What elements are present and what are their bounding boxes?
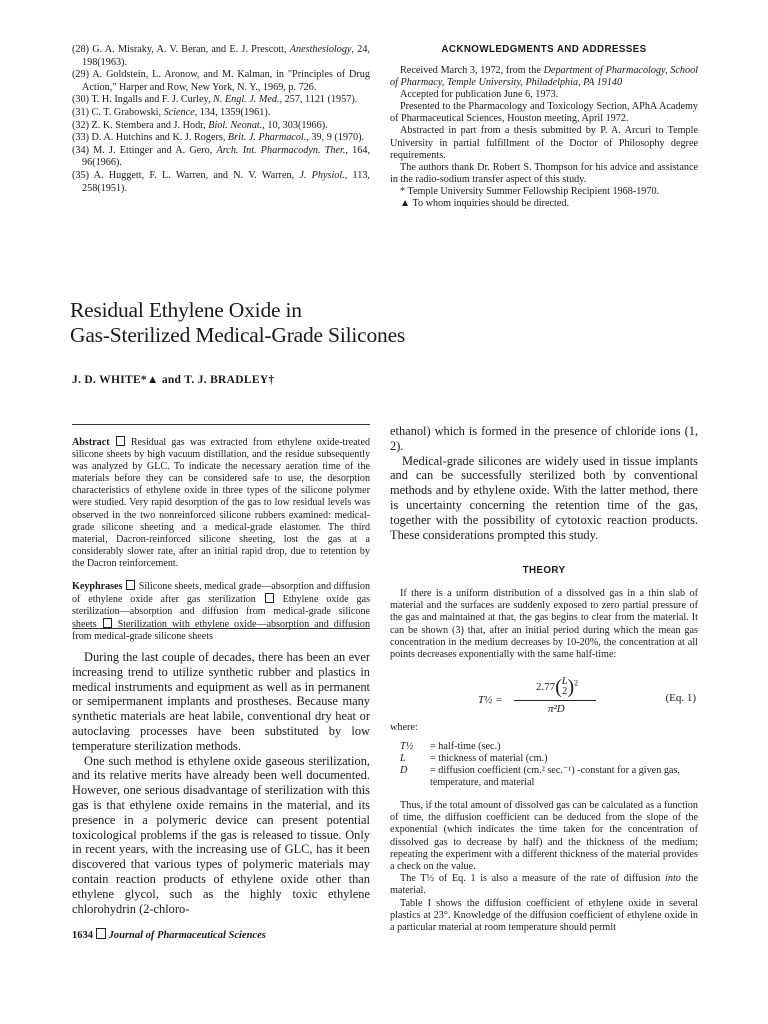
received-line: Received March 3, 1972, from the Department of Pharmacology, School of Pharmacy, Temple University, Philadelphia, PA 19140	[390, 65, 698, 89]
page-number: 1634	[72, 930, 93, 941]
square-bullet-icon	[265, 593, 274, 603]
keyphrases-label: Keyphrases	[72, 581, 123, 593]
intro-paragraph-1: During the last couple of decades, there has been an ever increasing trend to utilize synthetic rubber and plastics in medical instruments and equipment as well as in permanent or semipermanent implants and prostheses. Because many synthetic materials are heat labile, conventional dry heat or autoclaving processes have been substituted by low temperature sterilization methods.	[72, 650, 370, 753]
abstracted-line: Abstracted in part from a thesis submitted by P. A. Arcuri to Temple University in partial fulfillment of the Doctor of Philosophy degree requirements.	[390, 125, 698, 161]
theory-paragraph-4: Table I shows the diffusion coefficient of ethylene oxide in several plastics at 23°. Knowledge of the diffusion coefficient of ethylene oxide in a particular material at room temperature should permit	[390, 897, 698, 934]
authors-line: J. D. WHITE*▲ and T. J. BRADLEY†	[72, 374, 275, 386]
theory-text	[390, 588, 698, 661]
journal-name: Journal of Pharmaceutical Sciences	[108, 930, 266, 941]
references-list	[72, 44, 370, 195]
page-footer	[72, 928, 266, 941]
equation-lhs: T½ =	[478, 694, 503, 706]
fellowship-footnote: * Temple University Summer Fellowship Recipient 1968-1970.	[400, 185, 660, 197]
theory-text-continued	[390, 800, 698, 934]
abstract-rule-bottom	[72, 628, 370, 629]
where-block	[390, 722, 698, 789]
inquiries-footnote: ▲ To whom inquiries should be directed.	[400, 198, 570, 210]
keyphrases-paragraph: Keyphrases Silicone sheets, medical grade—absorption and diffusion of ethylene oxide after gas sterilization Ethylene oxide gas sterilization—absorption and diffusion from medical-grade silicone sheets Sterilization with ethylene oxide—absorption and diffusion from medical-grade silicone sheets	[72, 581, 371, 643]
theory-paragraph-1: If there is a uniform distribution of a dissolved gas in a thin slab of material and the surfaces are suddenly exposed to zero partial pressure of the gas and maintained at that, the gas begins to clear from the material. It can be shown (3) that, after an initial period during which the mean gas concentration in the medium decreases by 10-20%, the concentration at all points decreases exponentially with the same half-time:	[390, 588, 698, 661]
title-line-1: Residual Ethylene Oxide in	[70, 298, 302, 322]
definition-diffusion: D = diffusion coefficient (cm.² sec.⁻¹) -constant for a given gas, temperature, and material	[400, 765, 680, 788]
reference-30: (30) T. H. Ingalls and F. J. Curley, N. Engl. J. Med., 257, 1121 (1957).	[72, 94, 358, 106]
square-bullet-icon	[126, 580, 135, 590]
theory-paragraph-3: The T½ of Eq. 1 is also a measure of the rate of diffusion into the material.	[390, 873, 698, 897]
silicones-paragraph: Medical-grade silicones are widely used in tissue implants and can be successfully sterilized both by conventional methods and by ethylene oxide. With the latter method, there is uncertainty concerning the retention time of the gas, together with the possibility of cytotoxic reaction products. These considerations prompted this study.	[390, 453, 698, 542]
theory-paragraph-2: Thus, if the total amount of dissolved gas can be calculated as a function of time, the diffusion coefficient can be deduced from the slope of the exponential (which indicates the time taken for the concentration of dissolved gas to decrease by half) and the thickness of the medium; repeating the experiment with a different thickness of the material provides a check on the value.	[390, 800, 698, 873]
title-line-2: Gas-Sterilized Medical-Grade Silicones	[70, 323, 406, 347]
presented-line: Presented to the Pharmacology and Toxicology Section, APhA Academy of Pharmaceutical Sciences, Houston meeting, April 1972.	[390, 101, 698, 125]
acknowledgments-heading: ACKNOWLEDGMENTS AND ADDRESSES	[441, 44, 647, 55]
equation-denominator: π²D	[548, 703, 565, 715]
where-label: where:	[390, 722, 418, 733]
thanks-line: The authors thank Dr. Robert S. Thompson for his advice and assistance in the radio-sodium transfer aspect of this study.	[390, 161, 698, 185]
accepted-line: Accepted for publication June 6, 1973.	[400, 89, 559, 101]
reference-32: (32) Z. K. Stembera and J. Hodr, Biol. Neonat., 10, 303(1966).	[72, 119, 328, 131]
reference-28: (28) G. A. Misraky, A. V. Beran, and E. J. Prescott, Anesthesiology, 24, 198(1963).	[72, 44, 370, 68]
acknowledgments-section	[390, 44, 698, 210]
abstract-block	[72, 436, 370, 644]
equation-fraction-bar	[514, 700, 596, 701]
square-bullet-icon	[103, 618, 112, 628]
article-title	[70, 298, 670, 348]
reference-31: (31) C. T. Grabowski, Science, 134, 1359(1961).	[72, 106, 271, 118]
reference-34: (34) M. J. Ettinger and A. Gero, Arch. Int. Pharmacodyn. Ther., 164, 96(1966).	[72, 144, 370, 169]
square-bullet-icon	[116, 436, 125, 446]
equation-numerator: 2.77(L 2)$^2$	[536, 676, 579, 698]
square-bullet-icon	[96, 928, 106, 939]
right-intro-text	[390, 424, 698, 542]
theory-heading: THEORY	[522, 565, 566, 576]
abstract-rule-top	[72, 424, 370, 425]
definition-half-time: T½ = half-time (sec.)	[400, 741, 501, 752]
reference-33: (33) D. A. Hutchins and K. J. Rogers, Brit. J. Pharmacol., 39, 9 (1970).	[72, 132, 365, 144]
abstract-label: Abstract	[72, 437, 110, 448]
abstract-paragraph: Abstract Residual gas was extracted from ethylene oxide-treated silicone sheets by high vacuum distillation, and the residue subsequently was analyzed by GLC. To indicate the necessary aeration time of the materials before they can be considered safe to use, the desorption characteristics of ethylene oxide in three types of the silicone polymer were studied. Very rapid desorption of the gas to low residual levels was observed in the two nonreinforced silicone rubbers examined: medical-grade silicone sheeting and a medical-grade elastomer. The third material, Dacron-reinforced silicone sheeting, lost the gas at a considerably slower rate, after an initial rapid drop, due to retention by the Dacron reinforcement.	[72, 437, 371, 569]
intro-text	[72, 650, 370, 916]
equation-label: (Eq. 1)	[665, 692, 696, 704]
reference-29: (29) A. Goldstein, L. Aronow, and M. Kalman, in "Principles of Drug Action," Harper and Row, New York, N. Y., 1969, p. 726.	[72, 69, 370, 93]
equation-1	[470, 676, 698, 720]
continuation-paragraph: ethanol) which is formed in the presence of chloride ions (1, 2).	[390, 424, 698, 453]
reference-35: (35) A. Huggett, F. L. Warren, and N. V. Warren, J. Physiol., 113, 258(1951).	[72, 169, 370, 194]
definition-thickness: L = thickness of material (cm.)	[400, 753, 548, 764]
intro-paragraph-2: One such method is ethylene oxide gaseous sterilization, and its relative merits have already been well documented. However, one serious disadvantage of sterilization with this gas is that ethylene oxide remains in the material, and its presence in a polymeric device can present potential toxicological problems if the gas is released to tissue. Only in recent years, with the increasing use of GLC, has it been discovered that various types of polymeric materials may contain reaction products of ethylene oxide other than ethylene glycol, such as the highly toxic ethylene chlorohydrin (2-chloro-	[72, 753, 370, 916]
